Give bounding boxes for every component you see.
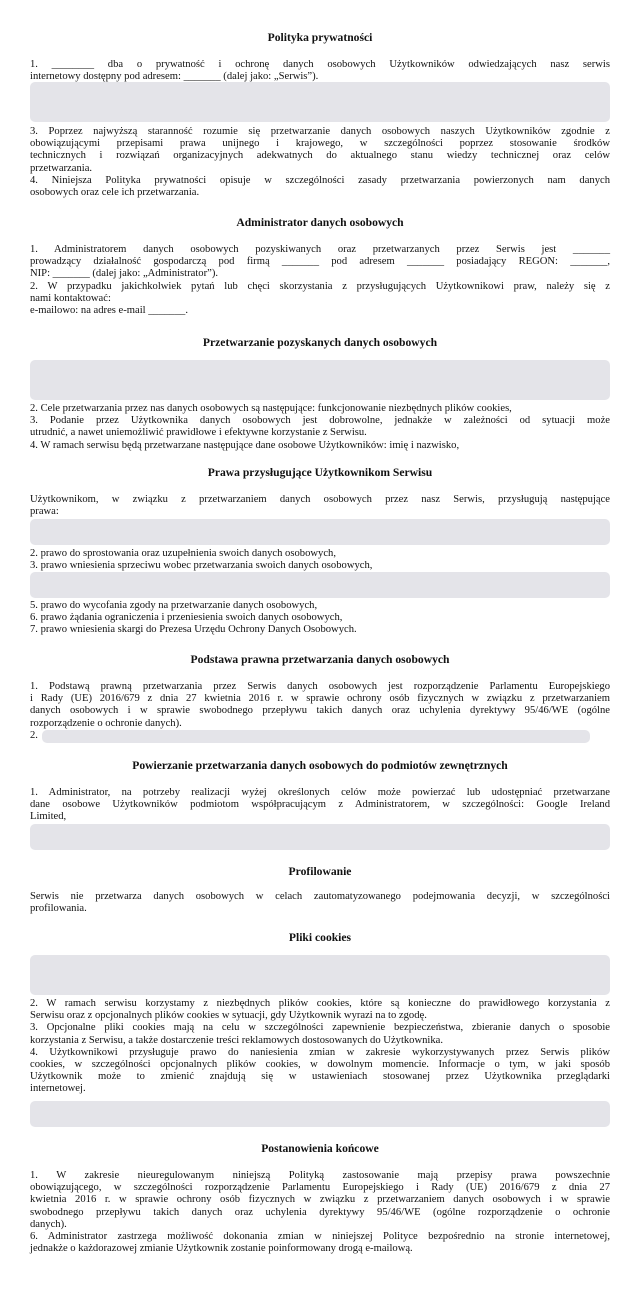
redacted-block xyxy=(30,1101,610,1127)
redacted-block xyxy=(30,82,610,122)
line: utrudnić, a nawet uniemożliwić prawidłowe i efektywne korzystanie z Serwisu. xyxy=(30,427,367,439)
line: obowiązującymi przepisami prawa unijnego i krajowego, w szczególności poprzez stosowanie środków xyxy=(30,138,610,150)
heading-rights: Prawa przysługujące Użytkownikom Serwisu xyxy=(207,466,433,479)
line: rozporządzenie o ochronie danych). xyxy=(30,717,182,729)
heading-cookies: Pliki cookies xyxy=(288,931,352,944)
list-item: 3. prawo wniesienia sprzeciwu wobec przetwarzania swoich danych osobowych, xyxy=(30,560,373,572)
line: 4. Użytkownikowi przysługuje prawo do naniesienia zmian w zakresie wykorzystywanych przez Serwis plików xyxy=(30,1046,610,1058)
redacted-block xyxy=(30,360,610,400)
paragraph-rights-intro xyxy=(30,494,610,518)
line: 1. W zakresie nieuregulowanym niniejszą Polityką zastosowanie mają przepisy prawa powszechnie xyxy=(30,1170,610,1181)
heading-entrusting: Powierzanie przetwarzania danych osobowych do podmiotów zewnętrznych xyxy=(132,759,508,772)
paragraph-administrator xyxy=(30,244,610,317)
line: technicznych i rozwiązań organizacyjnych adekwatnych do aktualnego stanu wiedzy technicznej oraz celów xyxy=(30,150,610,162)
line: 3. Podanie przez Użytkownika danych osobowych jest dobrowolne, jednakże w zależności od sytuacji może xyxy=(30,415,610,427)
line: e-mailowo: na adres e-mail _______. xyxy=(30,305,188,317)
heading-profiling: Profilowanie xyxy=(288,865,352,878)
line: 2. W przypadku jakichkolwiek pytań lub chęci skorzystania z przysługujących Użytkownikowi praw, należy się z xyxy=(30,280,610,292)
line: danych osobowych i w sprawie swobodnego przepływu takich danych oraz uchylenia dyrektywy 95/46/WE (ogólne xyxy=(30,705,610,717)
line: Użytkownik może to zmienić znajdują się w ustawieniach stosowanej przez Użytkownika przeglądarki xyxy=(30,1071,610,1083)
paragraph-final-provisions xyxy=(30,1170,610,1255)
line: 1. Administrator, na potrzeby realizacji wyżej określonych celów może powierzać lub udostępniać przetwarzane xyxy=(30,787,610,798)
line: 4. Niniejsza Polityka prywatności opisuje w szczególności zasady przetwarzania powierzonych nam danych xyxy=(30,174,610,186)
line: Serwis nie przetwarza danych osobowych w celach zautomatyzowanego podejmowania decyzji, w szczególności xyxy=(30,891,610,902)
heading-privacy-policy: Polityka prywatności xyxy=(267,31,373,44)
heading-administrator: Administrator danych osobowych xyxy=(236,216,404,229)
line: Serwisu oraz z opcjonalnych plików cookies w sytuacji, gdy Użytkownik wyrazi na to zgodę. xyxy=(30,1010,427,1022)
redacted-block xyxy=(30,824,610,850)
line: 2. Cele przetwarzania przez nas danych osobowych są następujące: funkcjonowanie niezbędnych plików cookies, xyxy=(30,403,512,414)
redacted-block xyxy=(30,519,610,545)
paragraph-intro-1 xyxy=(30,59,610,83)
paragraph-processing xyxy=(30,403,610,452)
heading-final-provisions: Postanowienia końcowe xyxy=(261,1142,379,1155)
line: cookies, w szczególności opcjonalnych plików cookies, w dowolnym momencie. Informacje o tym, w jaki sposób xyxy=(30,1059,610,1071)
list-item: 5. prawo do wycofania zgody na przetwarzanie danych osobowych, xyxy=(30,600,318,611)
line: dane osobowe Użytkowników podmiotom współpracującym z Administratorem, w szczególności: Google Ireland xyxy=(30,799,610,811)
line: przetwarzania. xyxy=(30,162,93,174)
line: 1. ________ dba o prywatność i ochronę danych osobowych Użytkowników odwiedzających nasz serwis xyxy=(30,59,610,70)
line: internetowy dostępny pod adresem: _______ (dalej jako: „Serwis”). xyxy=(30,71,319,83)
line: Limited, xyxy=(30,811,67,823)
paragraph-entrusting xyxy=(30,787,610,824)
line: jednakże o każdorazowej zmianie Użytkownik zostanie poinformowany drogą e-mailową. xyxy=(30,1243,413,1255)
line: swobodnego przepływu takich danych oraz uchylenia dyrektywy 95/46/WE (ogólne rozporządzenie o ochronie xyxy=(30,1206,610,1218)
line: osobowych oraz cele ich przetwarzania. xyxy=(30,187,200,199)
list-item: 6. prawo żądania ograniczenia i przeniesienia swoich danych osobowych, xyxy=(30,612,343,624)
line: prawa: xyxy=(30,506,59,518)
line: danych). xyxy=(30,1218,67,1230)
line: i Rady (UE) 2016/679 z dnia 27 kwietnia 2016 r. w sprawie ochrony osób fizycznych w związku z przetwarzaniem xyxy=(30,693,610,705)
rights-list-a xyxy=(30,548,610,572)
line: Użytkownikom, w związku z przetwarzaniem danych osobowych przez nasz Serwis, przysługują następujące xyxy=(30,494,610,505)
redacted-block xyxy=(30,572,610,598)
line: 4. W ramach serwisu będą przetwarzane następujące dane osobowe Użytkowników: imię i nazwisko, xyxy=(30,439,460,451)
redacted-block xyxy=(42,730,590,743)
heading-legal-basis: Podstawa prawna przetwarzania danych osobowych xyxy=(190,653,450,666)
line: 3. Poprzez najwyższą staranność rozumie się przetwarzanie danych osobowych naszych Użytkowników zgodnie z xyxy=(30,126,610,137)
line: kwietnia 2016 r. w sprawie ochrony osób fizycznych w związku z przetwarzaniem danych osobowych i w sprawie xyxy=(30,1194,610,1206)
line: 1. Administratorem danych osobowych pozyskiwanych oraz przetwarzanych przez Serwis jest _______ xyxy=(30,244,610,255)
paragraph-profiling xyxy=(30,891,610,915)
line: 3. Opcjonalne pliki cookies mają na celu w szczególności zapewnienie bezpieczeństwa, zbieranie danych o sposobie xyxy=(30,1022,610,1034)
line: nami kontaktować: xyxy=(30,292,111,304)
line: 6. Administrator zastrzega możliwość dokonania zmian w niniejszej Polityce bezpośrednio na stronie internetowej, xyxy=(30,1231,610,1243)
line: profilowania. xyxy=(30,903,87,915)
line: 1. Podstawą prawną przetwarzania przez Serwis danych osobowych jest rozporządzenie Parlamentu Europejskiego xyxy=(30,681,610,692)
list-item: 7. prawo wniesienia skargi do Prezesa Urzędu Ochrony Danych Osobowych. xyxy=(30,624,357,636)
line: internetowej. xyxy=(30,1083,86,1095)
line: prowadzący działalność gospodarczą pod firmą _______ pod adresem _______ posiadający REGON: _______, xyxy=(30,256,610,268)
paragraph-intro-3 xyxy=(30,126,610,199)
heading-processing: Przetwarzanie pozyskanych danych osobowych xyxy=(202,336,438,349)
rights-list-b xyxy=(30,600,610,637)
paragraph-cookies xyxy=(30,998,610,1096)
line: 2. W ramach serwisu korzystamy z niezbędnych plików cookies, które są konieczne do prawidłowego korzystania z xyxy=(30,998,610,1009)
line: korzystania z Serwisu, a także dostarczenie treści reklamowych dostosowanych do Użytkownika. xyxy=(30,1034,444,1046)
line: 2. xyxy=(30,729,38,741)
list-item: 2. prawo do sprostowania oraz uzupełnienia swoich danych osobowych, xyxy=(30,548,336,559)
line: obowiązującego, w szczególności rozporządzenie Parlamentu Europejskiego i Rady (UE) 2016/679 z dnia 27 xyxy=(30,1182,610,1194)
line: NIP: _______ (dalej jako: „Administrator”). xyxy=(30,268,218,280)
redacted-block xyxy=(30,955,610,995)
